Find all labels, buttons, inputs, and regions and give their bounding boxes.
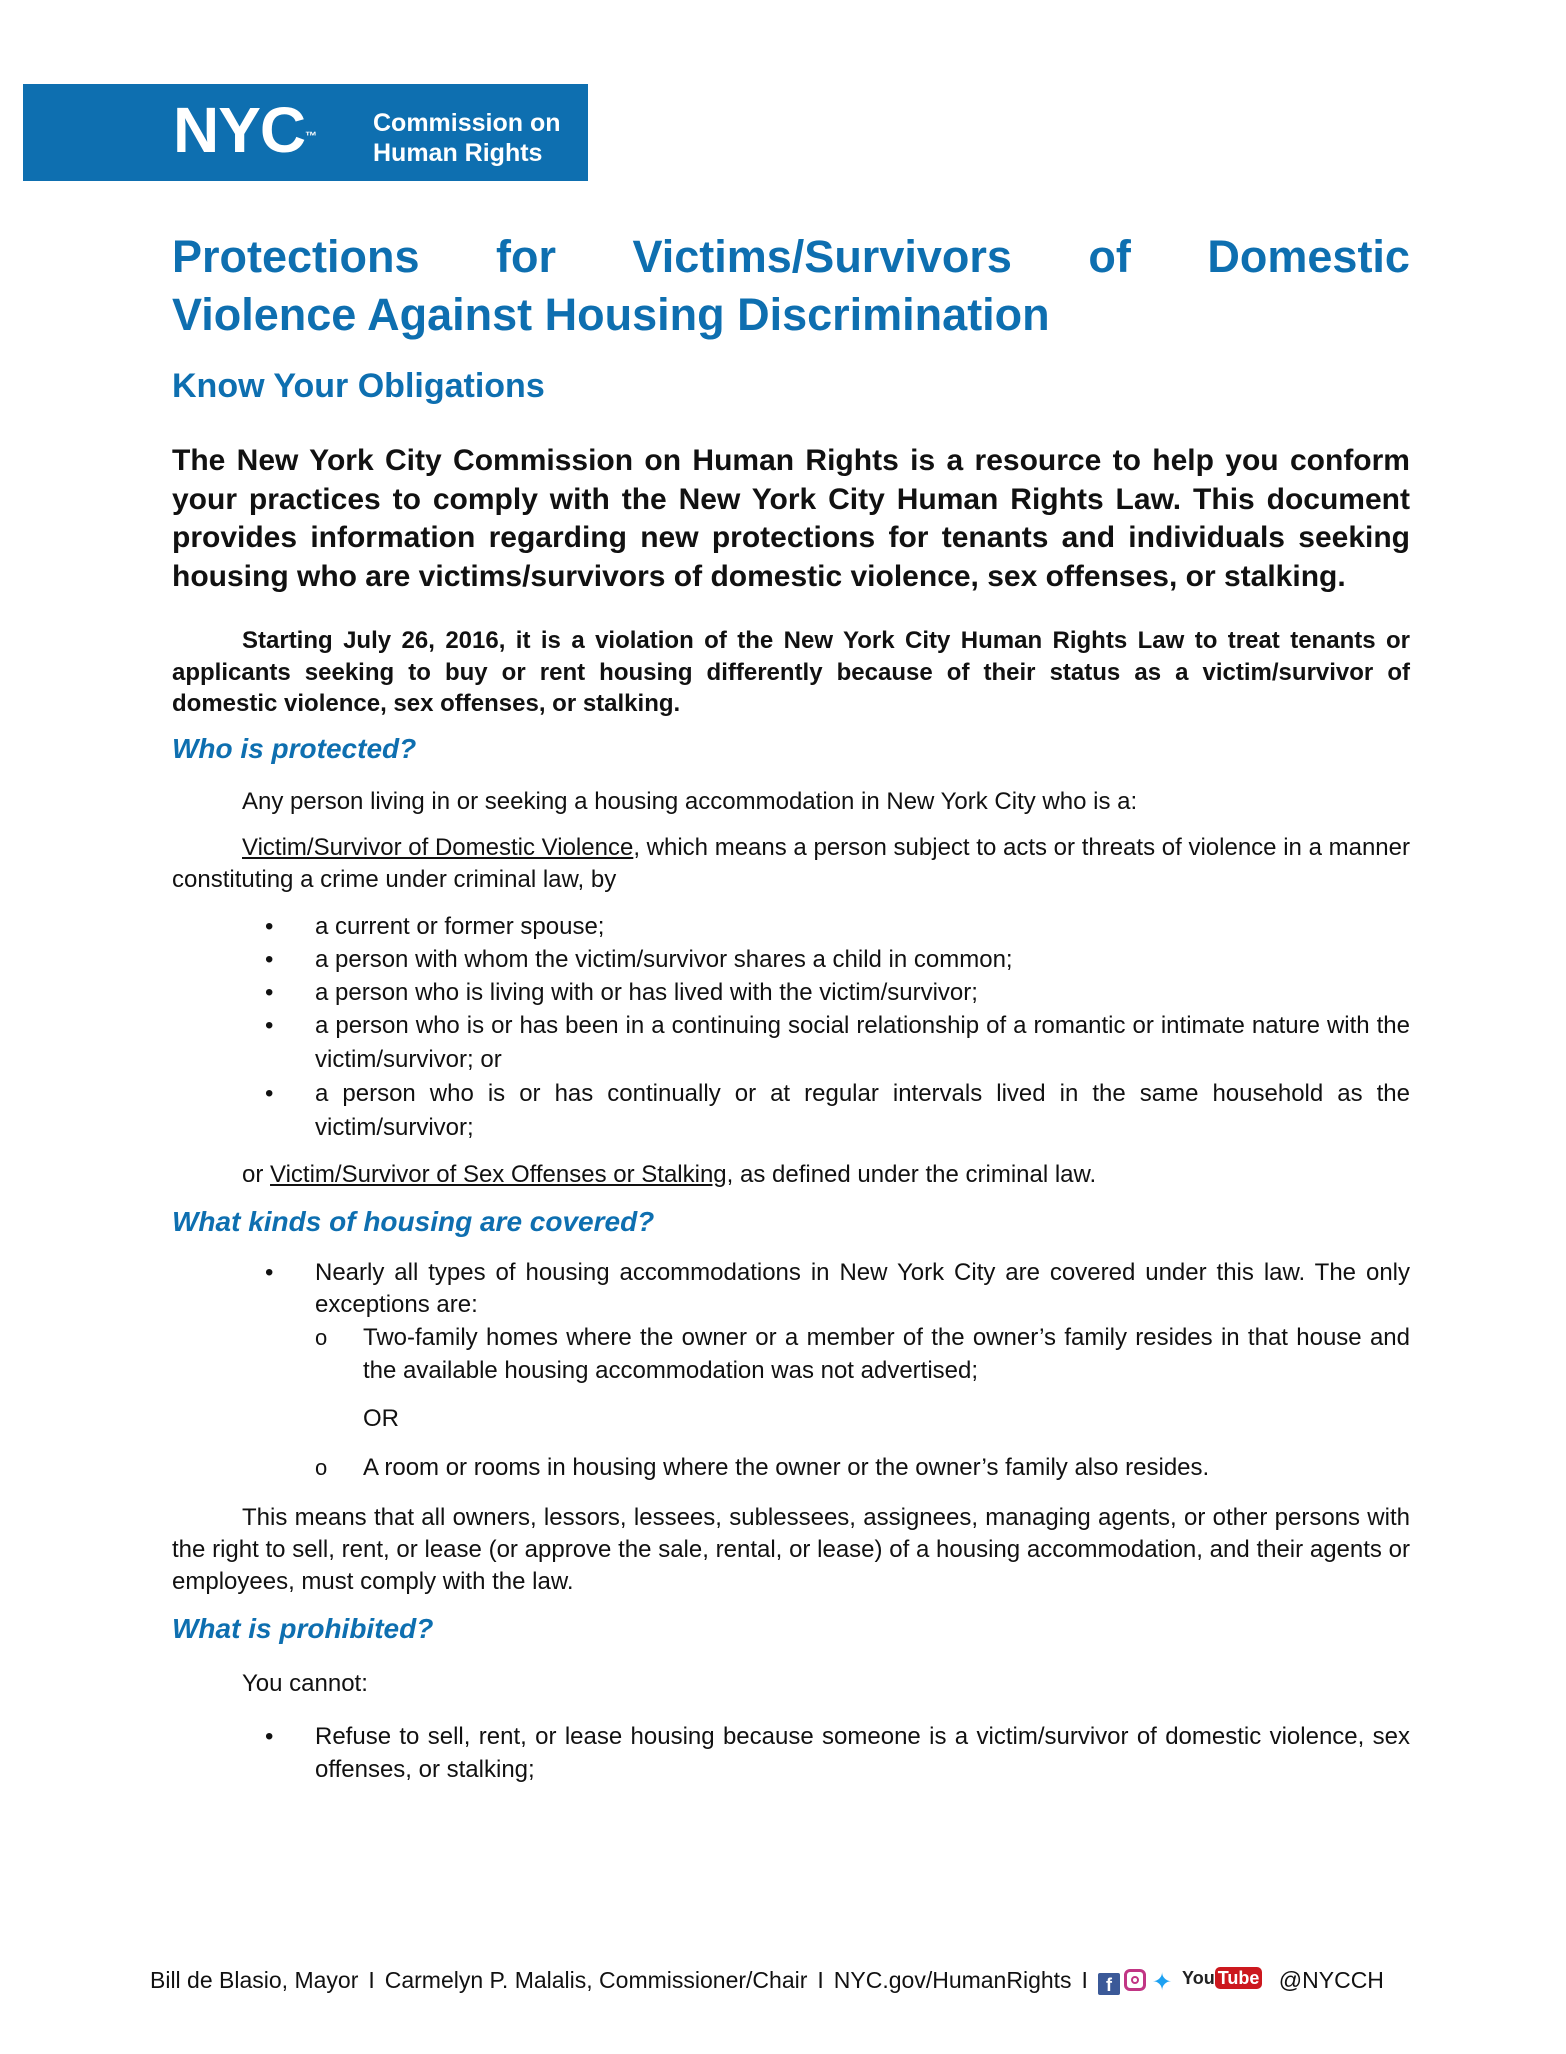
sex-offense-definition: or Victim/Survivor of Sex Offenses or Stalking, as defined under the criminal law. [242, 1160, 1097, 1188]
logo-nyc-wordmark: NYC™ [173, 94, 317, 166]
list-item: • Refuse to sell, rent, or lease housing because someone is a victim/survivor of domestic violence, sex offenses, or stalking; [265, 1722, 1410, 1783]
coverage-paragraph: This means that all owners, lessors, lessees, sublessees, assignees, managing agents, or other persons with the right to sell, rent, or lease (or approve the sale, rental, or lease) of a housing accommodation, and their agents or employees, must comply with the law. [172, 1503, 1410, 1595]
exceptions-list [172, 1321, 1410, 1387]
who-paragraph: Any person living in or seeking a housing accommodation in New York City who is a: [242, 787, 1138, 815]
sex-offense-term: Victim/Survivor of Sex Offenses or Stalking [270, 1160, 727, 1188]
intro-paragraph: Starting July 26, 2016, it is a violation of the New York City Human Rights Law to treat tenants or applicants seeking to buy or rent housing differently because of their status as a victim/survivor of domestic violence, sex offenses, or stalking. [172, 627, 1410, 717]
instagram-icon[interactable] [1124, 1969, 1146, 1991]
section-heading-prohibited: What is prohibited? [172, 1612, 434, 1644]
exceptions-list-2 [172, 1451, 1410, 1484]
page-title: Protections for Victims/Survivors of Domestic Violence Against Housing Discrimination [172, 231, 1410, 340]
list-item: • Nearly all types of housing accommodations in New York City are covered under this law. The only exceptions are: [265, 1258, 1410, 1318]
youtube-icon[interactable]: You Tube [1182, 1963, 1262, 1993]
list-item: • a person with whom the victim/survivor shares a child in common; [265, 945, 1013, 973]
footer-mayor: Bill de Blasio, Mayor [150, 1967, 359, 1993]
nyc-logo [23, 84, 588, 181]
list-item: o Two-family homes where the owner or a member of the owner’s family resides in that house and the available housing accommodation was not advertised; [315, 1323, 1410, 1384]
page-footer: Bill de Blasio, Mayor I Carmelyn P. Malalis, Commissioner/Chair I NYC.gov/HumanRights I f ✦ You Tube @NYCCH [150, 1963, 1384, 1998]
facebook-icon[interactable]: f [1098, 1973, 1120, 1995]
housing-list [172, 1257, 1410, 1321]
dv-definition-term: Victim/Survivor of Domestic Violence [242, 833, 634, 861]
twitter-icon[interactable]: ✦ [1151, 1969, 1173, 1996]
page-subtitle: Know Your Obligations [172, 367, 545, 405]
section-heading-who: Who is protected? [172, 732, 417, 764]
dv-definition: Victim/Survivor of Domestic Violence, which means a person subject to acts or threats of violence in a manner constituting a crime under criminal law, by [172, 833, 1410, 893]
footer-website-link[interactable]: NYC.gov/HumanRights [833, 1967, 1072, 1993]
list-item: • a current or former spouse; [265, 912, 605, 940]
relationship-list [172, 910, 1410, 1145]
list-item: • a person who is living with or has lived with the victim/survivor; [265, 978, 978, 1006]
document-body [172, 228, 1410, 1786]
section-heading-kinds: What kinds of housing are covered? [172, 1205, 655, 1237]
logo-agency-name: Commission on Human Rights [373, 109, 561, 167]
footer-handle[interactable]: @NYCCH [1278, 1967, 1384, 1993]
lead-paragraph: The New York City Commission on Human Rights is a resource to help you conform your practices to comply with the New York City Human Rights Law. This document provides information regarding new protections for tenants and individuals seeking housing who are victims/survivors of domestic violence, sex offenses, or stalking. [172, 444, 1410, 593]
or-separator: OR [363, 1404, 399, 1432]
prohibited-list [172, 1720, 1410, 1786]
list-item: • a person who is or has been in a continuing social relationship of a romantic or intimate nature with the victim/survivor; or [265, 1011, 1410, 1073]
footer-chair: Carmelyn P. Malalis, Commissioner/Chair [384, 1967, 808, 1993]
prohibited-paragraph: You cannot: [242, 1669, 368, 1697]
list-item: • a person who is or has continually or at regular intervals lived in the same household as the victim/survivor; [265, 1079, 1410, 1141]
list-item: o A room or rooms in housing where the owner or the owner’s family also resides. [315, 1453, 1210, 1481]
